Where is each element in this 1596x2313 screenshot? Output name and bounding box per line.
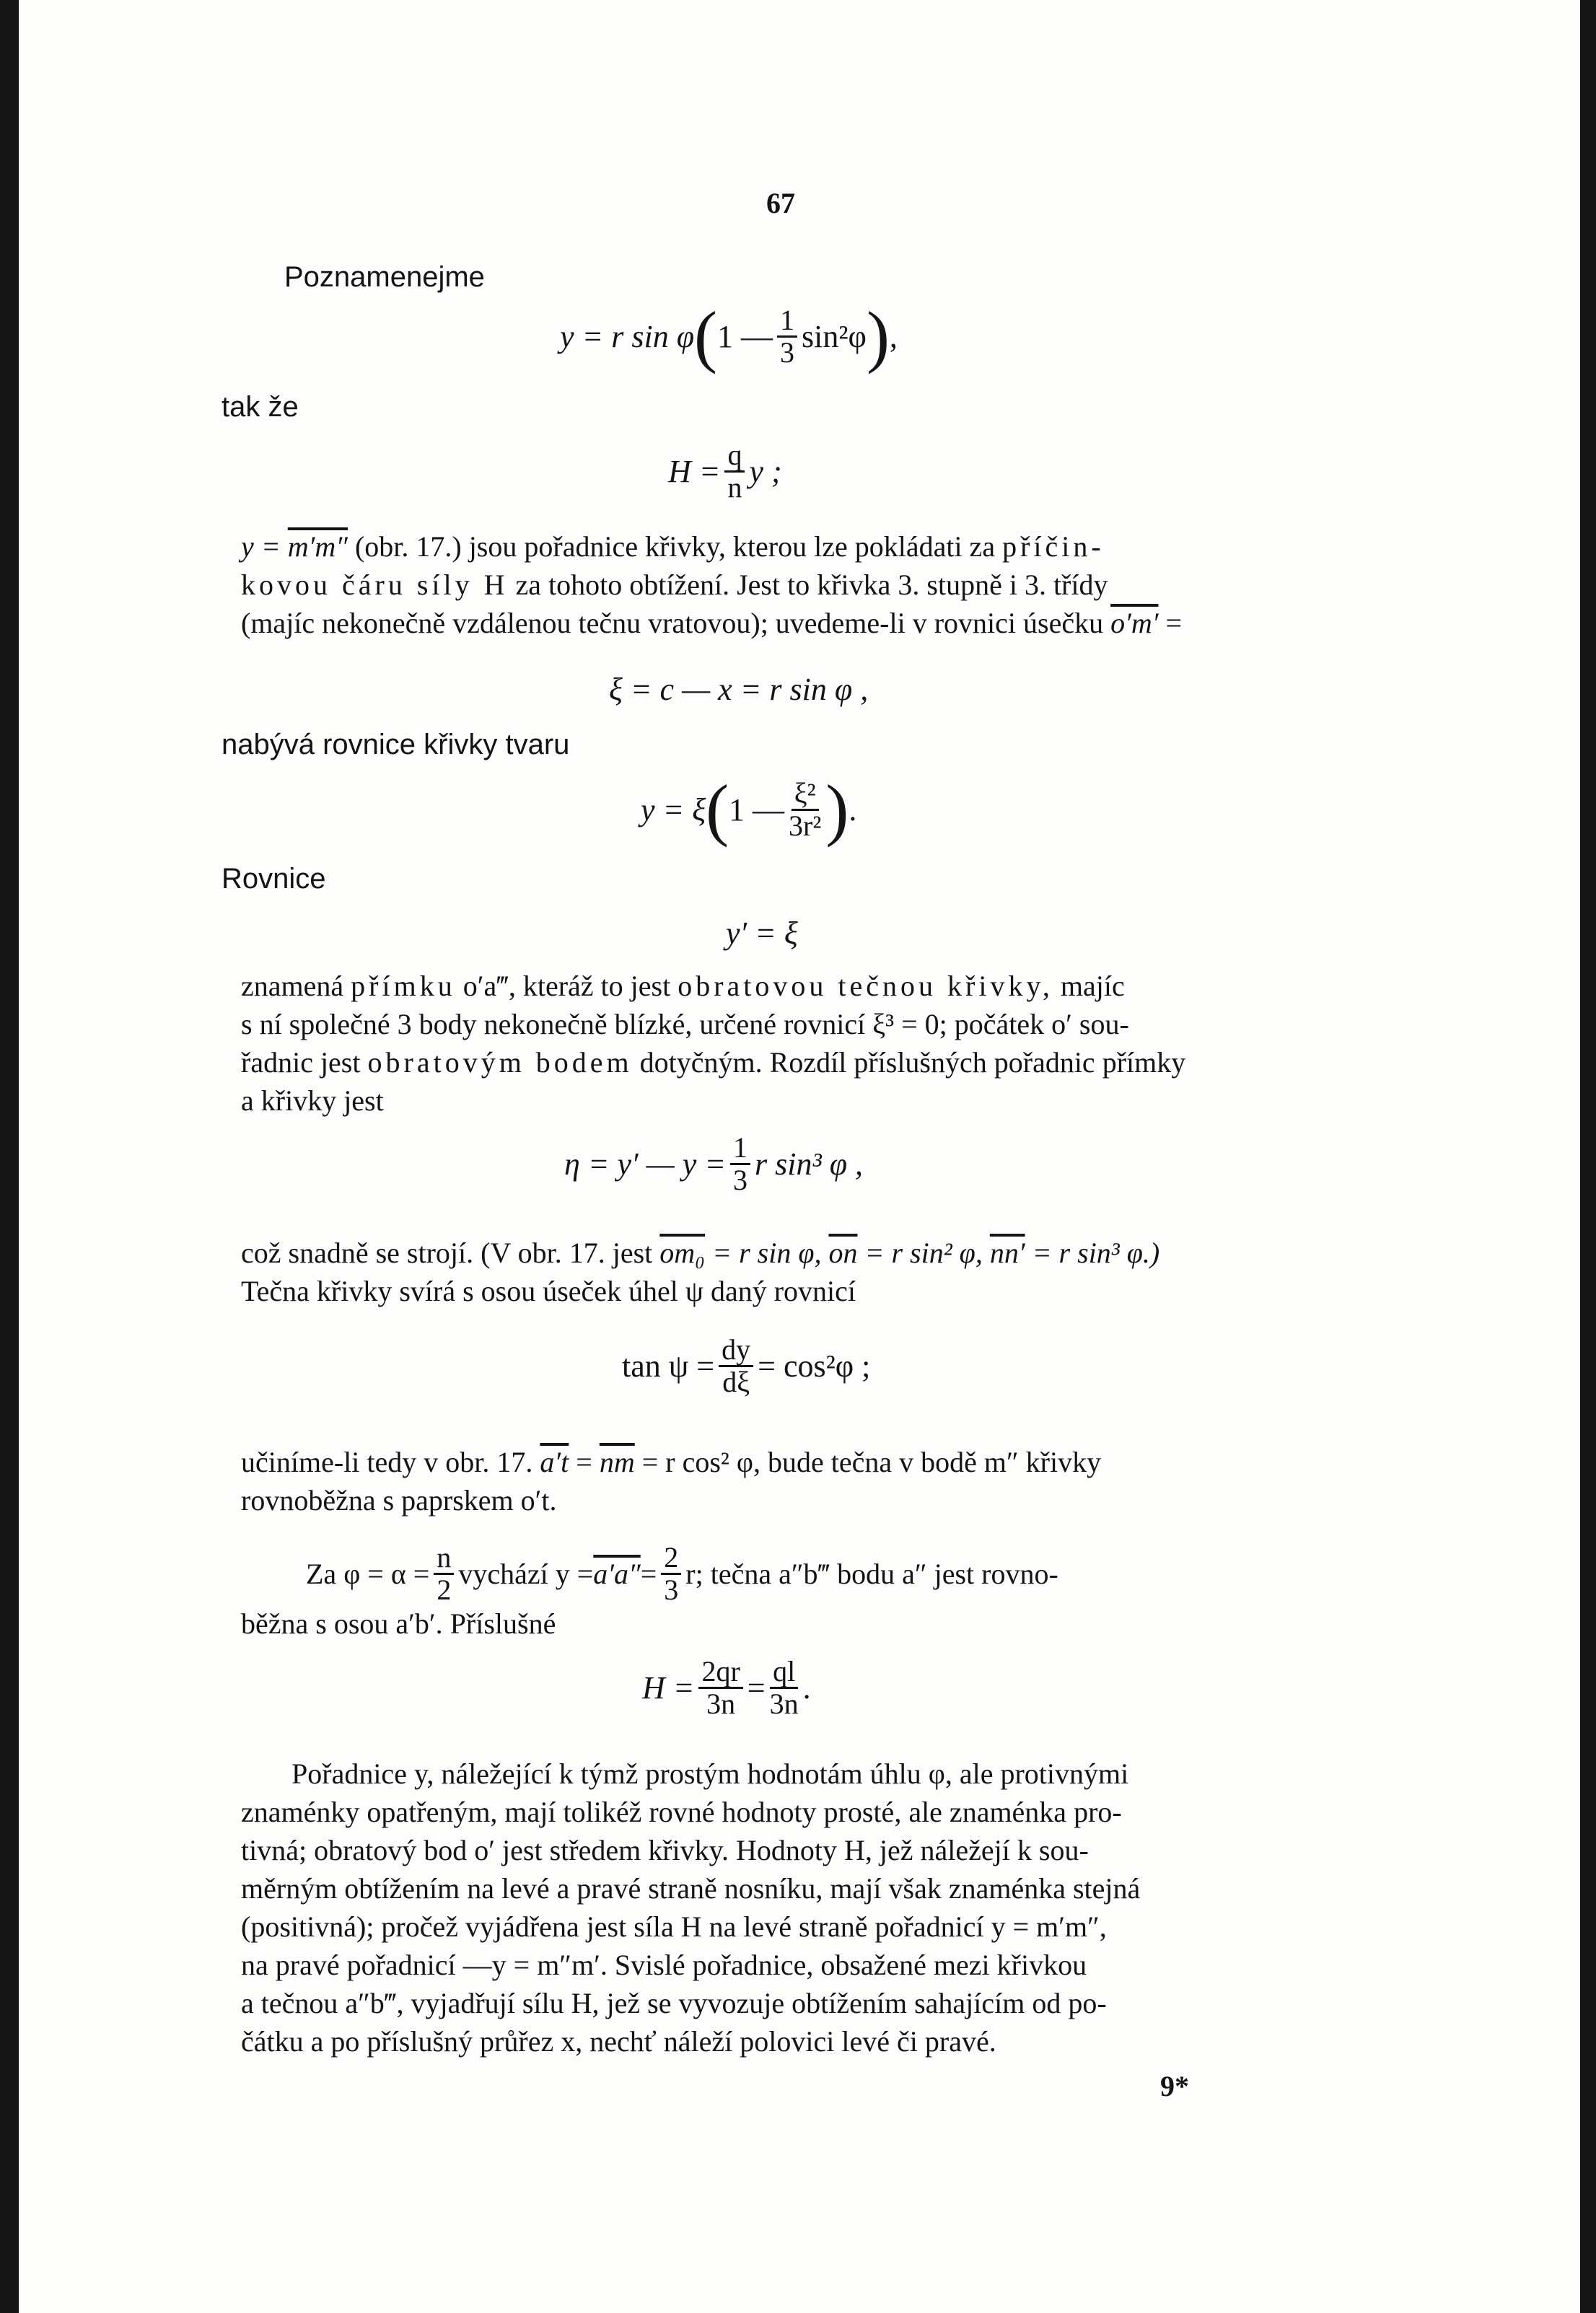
- paragraph-5-line-1: Za φ = α = $\frac{n}{2}$ vychází y = a′a″ = $\frac{2}{3}$ r; tečna a″b‴ bodu a″ jest rovno-: [306, 1541, 1058, 1606]
- eq2-fraction: $\frac{q}{n}$: [724, 440, 745, 503]
- paragraph-6-line-7: a tečnou a″b‴, vyjadřují sílu H, jež se vyvozuje obtížením sahajícím od po-: [241, 1987, 1107, 2019]
- equation-5: y′ = ξ: [726, 916, 798, 951]
- eq1-rest: sin²φ: [802, 318, 867, 354]
- label-rovnice: Rovnice: [222, 863, 326, 895]
- paragraph-3-line-2: Tečna křivky svírá s osou úseček úhel ψ daný rovnicí: [241, 1275, 856, 1307]
- paragraph-4-line-2: rovnoběžna s paprskem o′t.: [241, 1484, 557, 1517]
- paragraph-1-line-1: y = m′m″ (obr. 17.) jsou pořadnice křivky, kterou lze pokládati za příčin-: [241, 530, 1105, 563]
- paragraph-6-line-6: na pravé pořadnicí —y = m″m′. Svislé pořadnice, obsažené mezi křivkou: [241, 1949, 1087, 1981]
- paragraph-6-line-4: měrným obtížením na levé a pravé straně nosníku, mají však znaménka stejná: [241, 1872, 1141, 1905]
- equation-8: H = $\frac{2qr}{3n}$ = $\frac{ql}{3n}$ .: [642, 1655, 811, 1720]
- equation-1: y = r sin φ ( 1 — $\frac{1}{3}$ sin²φ ) ,: [560, 297, 898, 374]
- paragraph-5-line-2: běžna s osou a′b′. Příslušné: [241, 1607, 556, 1640]
- eq1-rparen: ): [866, 297, 890, 374]
- eq4-fraction: $\frac{\text{ξ²}}{\text{3r²}}$: [789, 776, 822, 842]
- left-scan-border: [0, 0, 19, 2313]
- equation-4: y = ξ ( 1 — $\frac{\text{ξ²}}{\text{3r²}}$ ) .: [641, 771, 857, 848]
- signature-mark: 9*: [1160, 2070, 1189, 2102]
- paragraph-2-line-4: a křivky jest: [241, 1084, 384, 1117]
- book-page: [19, 0, 1580, 2313]
- paragraph-6-line-3: tivná; obratový bod o′ jest středem křivky. Hodnoty H, jež náležejí k sou-: [241, 1834, 1089, 1866]
- equation-3: ξ = c — x = r sin φ ,: [609, 672, 869, 707]
- eq8-fraction-1: $\frac{2qr}{3n}$: [698, 1656, 742, 1719]
- equation-6: η = y′ — y = $\frac{1}{3}$ r sin³ φ ,: [564, 1131, 864, 1196]
- right-scan-border: [1580, 0, 1596, 2313]
- page-number: 67: [766, 187, 795, 219]
- paragraph-6-line-8: čátku a po příslušný průřez x, nechť náleží polovici levé či pravé.: [241, 2025, 996, 2058]
- label-nabyva: nabývá rovnice křivky tvaru: [222, 729, 570, 760]
- paragraph-2-line-2: s ní společné 3 body nekonečně blízké, určené rovnicí ξ³ = 0; počátek o′ sou-: [241, 1008, 1129, 1040]
- eq7-fraction: $\frac{dy}{d\xi}$: [719, 1335, 753, 1397]
- label-tak-ze: tak že: [222, 391, 299, 423]
- paragraph-6-line-5: (positivná); pročež vyjádřena jest síla H na levé straně pořadnicí y = m′m″,: [241, 1910, 1107, 1943]
- two-thirds-fraction: $\frac{2}{3}$: [661, 1542, 681, 1605]
- label-poznamenejme: Poznamenejme: [284, 261, 485, 293]
- eq6-fraction: $\frac{1}{3}$: [730, 1133, 750, 1195]
- paragraph-2-line-1: znamená přímku o′a‴, kteráž to jest obratovou tečnou křivky, majíc: [241, 970, 1125, 1002]
- equation-2: H = $\frac{q}{n}$ y ;: [668, 439, 782, 504]
- eq8-fraction-2: $\frac{ql}{3n}$: [769, 1655, 799, 1720]
- eq1-lhs: y = r sin φ: [560, 318, 695, 354]
- pi-half-fraction: $\frac{n}{2}$: [434, 1542, 454, 1605]
- paragraph-6-line-1: Pořadnice y, náležející k týmž prostým hodnotám úhlu φ, ale protivnými: [291, 1757, 1129, 1790]
- paragraph-4-line-1: učiníme-li tedy v obr. 17. $a't = \overline{nm} = r$ cos² φ, bude tečna v bodě m″ křivky: [241, 1446, 1102, 1478]
- paragraph-1-line-2: kovou čáru síly H za tohoto obtížení. Jest to křivka 3. stupně i 3. třídy: [241, 569, 1108, 601]
- eq1-lparen: (: [694, 297, 718, 374]
- paragraph-3-line-1: což snadně se strojí. (V obr. 17. jest om₀ = r sin φ, $\overline{on} = r$ sin² φ, nn′ = r sin³ φ.): [241, 1237, 1160, 1269]
- paragraph-2-line-3: řadnic jest obratovým bodem dotyčným. Rozdíl příslušných pořadnic přímky: [241, 1046, 1186, 1079]
- equation-7: tan ψ = $\frac{dy}{d\xi}$ = cos²φ ;: [622, 1333, 871, 1398]
- paragraph-6-line-2: znaménky opatřeným, mají tolikéž rovné hodnoty prosté, ale znaménka pro-: [241, 1796, 1122, 1828]
- paragraph-1-line-3: (majíc nekonečně vzdálenou tečnu vratovou); uvedeme-li v rovnici úsečku o′m′ =: [241, 607, 1183, 639]
- eq1-fraction: $\frac{1}{3}$: [777, 305, 797, 368]
